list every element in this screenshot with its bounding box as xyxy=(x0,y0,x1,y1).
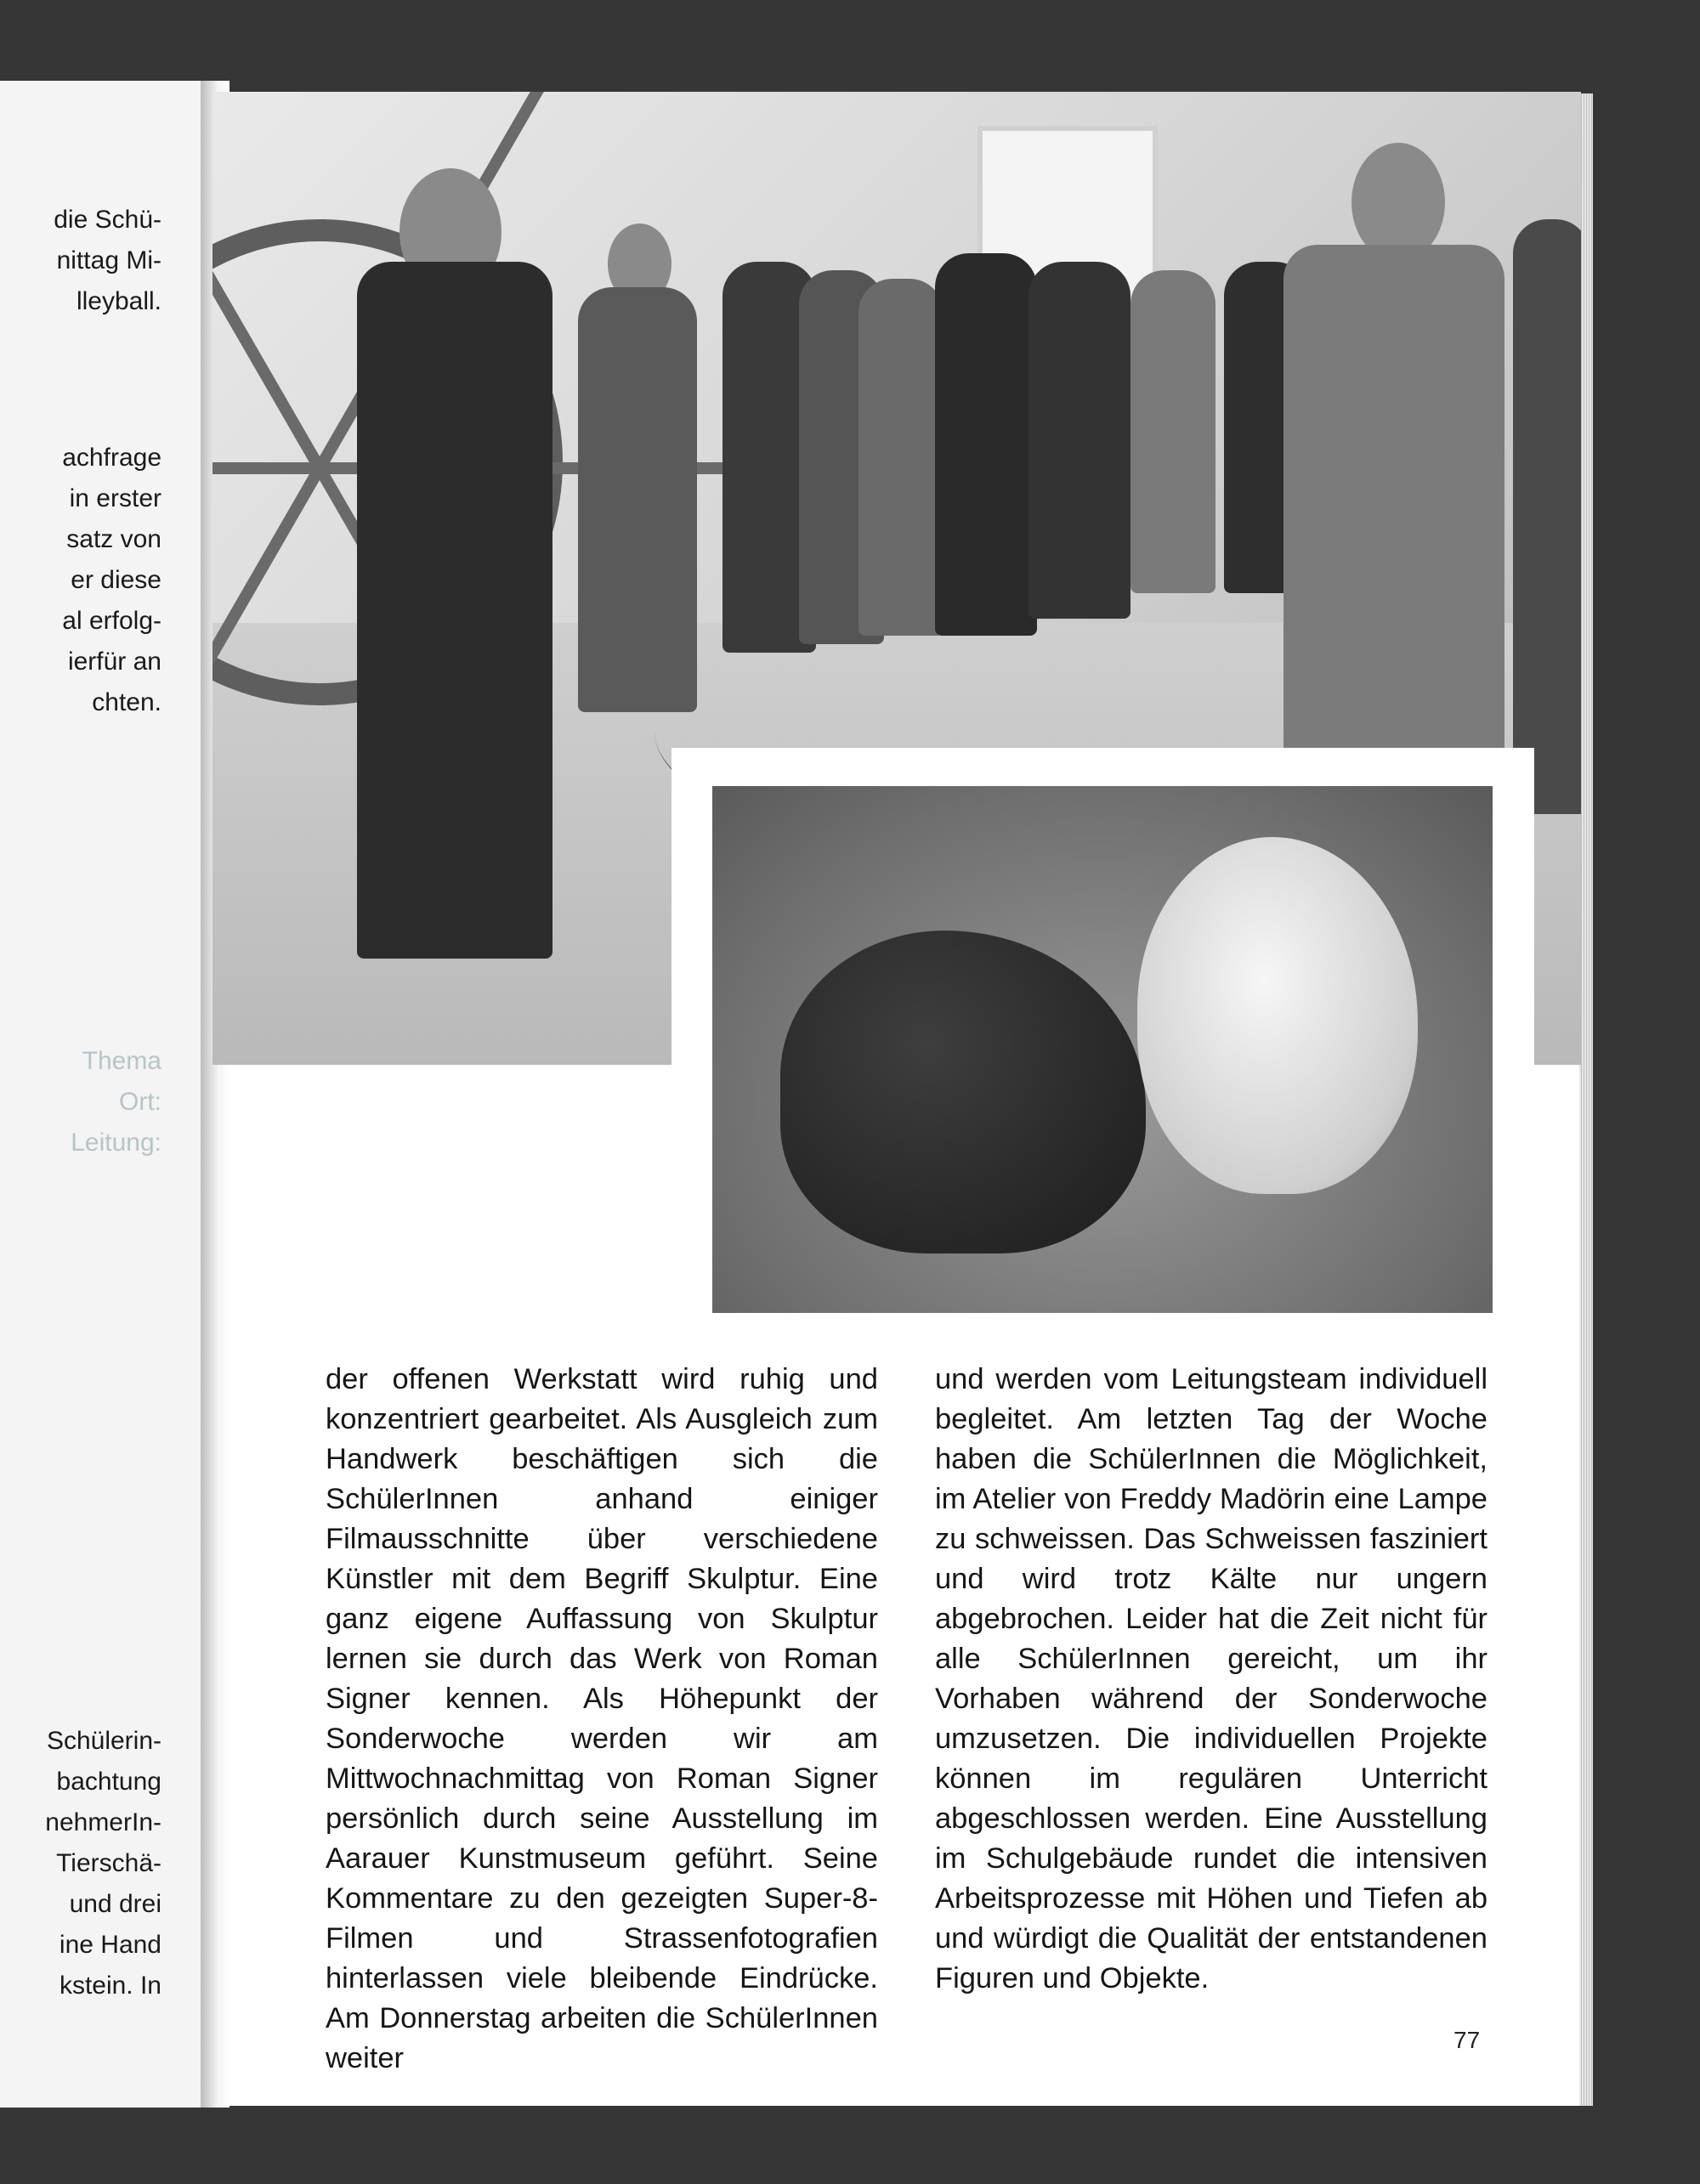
left-fragment: er diese xyxy=(71,566,162,594)
left-page-top-text xyxy=(54,200,162,322)
left-fragment: bachtung xyxy=(56,1768,162,1796)
page-number: 77 xyxy=(1454,2027,1481,2053)
article-paragraph: der offenen Werkstatt wird ruhig und konzentriert gearbeitet. Als Ausgleich zum Handwerk beschäftigen sich die SchülerInnen anhand einiger Filmausschnitte über verschiedene Künstler mit dem Begriff Skulptur. Eine ganz eigene Auffassung von Skulptur lernen sie durch das Werk von Roman Signer kennen. Als Höhepunkt der Sonderwoche werden wir am Mittwochnachmittag von Roman Signer persönlich durch seine Ausstellung im Aarauer Kunstmuseum geführt. Seine Kommentare zu den gezeigten Super-8-Filmen und Strassenfotografien hinterlassen viele bleibende Eindrücke. Am Donnerstag arbeiten die SchülerInnen weiter xyxy=(326,1363,878,2074)
left-fragment: nittag Mi- xyxy=(56,246,162,274)
article-paragraph: und werden vom Leitungsteam individuell begleitet. Am letzten Tag der Woche haben die SchülerInnen die Möglichkeit, im Atelier von Freddy Madörin eine Lampe zu schweissen. Das Schweissen fasziniert und wird trotz Kälte nur ungern abgebrochen. Leider hat die Zeit nicht für alle SchülerInnen gereicht, um ihr Vorhaben während der Sonderwoche umzusetzen. Die individuellen Projekte können im regulären Unterricht abgeschlossen werden. Eine Ausstellung im Schulgebäude rundet die intensiven Arbeitsprozesse mit Höhen und Tiefen ab und würdigt die Qualität der entstandenen Figuren und Objekte. xyxy=(935,1363,1488,1994)
ghost-fragment: Ort: xyxy=(119,1088,162,1116)
person-standing xyxy=(935,253,1037,636)
wheel-spoke xyxy=(212,92,325,471)
left-fragment: lleyball. xyxy=(76,287,162,315)
left-fragment: satz von xyxy=(66,525,162,553)
left-fragment: Schülerin- xyxy=(46,1727,162,1755)
person-standing xyxy=(1513,219,1581,814)
article-column-right xyxy=(935,1360,1488,1999)
left-fragment: ine Hand xyxy=(59,1931,162,1959)
left-fragment: achfrage xyxy=(62,444,162,472)
person-standing xyxy=(578,287,697,712)
left-page-bottom-text xyxy=(45,1721,162,2006)
person-head xyxy=(1352,143,1445,262)
person-standing xyxy=(1028,262,1130,619)
left-page-ghost-text xyxy=(71,1041,162,1163)
ghost-fragment: Leitung: xyxy=(71,1129,162,1157)
article-column-left xyxy=(326,1360,878,2079)
left-fragment: die Schü- xyxy=(54,206,162,234)
left-fragment: nehmerIn- xyxy=(45,1808,162,1836)
page-edges xyxy=(1579,93,1593,2106)
dark-head-sculpture xyxy=(780,931,1146,1253)
left-fragment: und drei xyxy=(69,1890,162,1918)
sculpture-photo-image xyxy=(712,786,1493,1313)
person-man-speaking xyxy=(357,262,552,959)
white-head-sculpture xyxy=(1137,837,1418,1194)
left-page-mid-text xyxy=(62,438,162,723)
left-fragment: al erfolg- xyxy=(62,607,162,635)
left-fragment: Tierschä- xyxy=(56,1849,162,1877)
left-fragment: in erster xyxy=(69,484,162,512)
person-standing xyxy=(1130,270,1216,593)
wheel-spoke xyxy=(212,462,320,474)
left-fragment: ierfür an xyxy=(67,648,162,676)
person-standing xyxy=(858,279,944,636)
ghost-fragment: Thema xyxy=(82,1047,162,1075)
left-page xyxy=(0,81,214,2108)
left-fragment: chten. xyxy=(92,688,162,716)
left-fragment: kstein. In xyxy=(59,1972,162,2000)
